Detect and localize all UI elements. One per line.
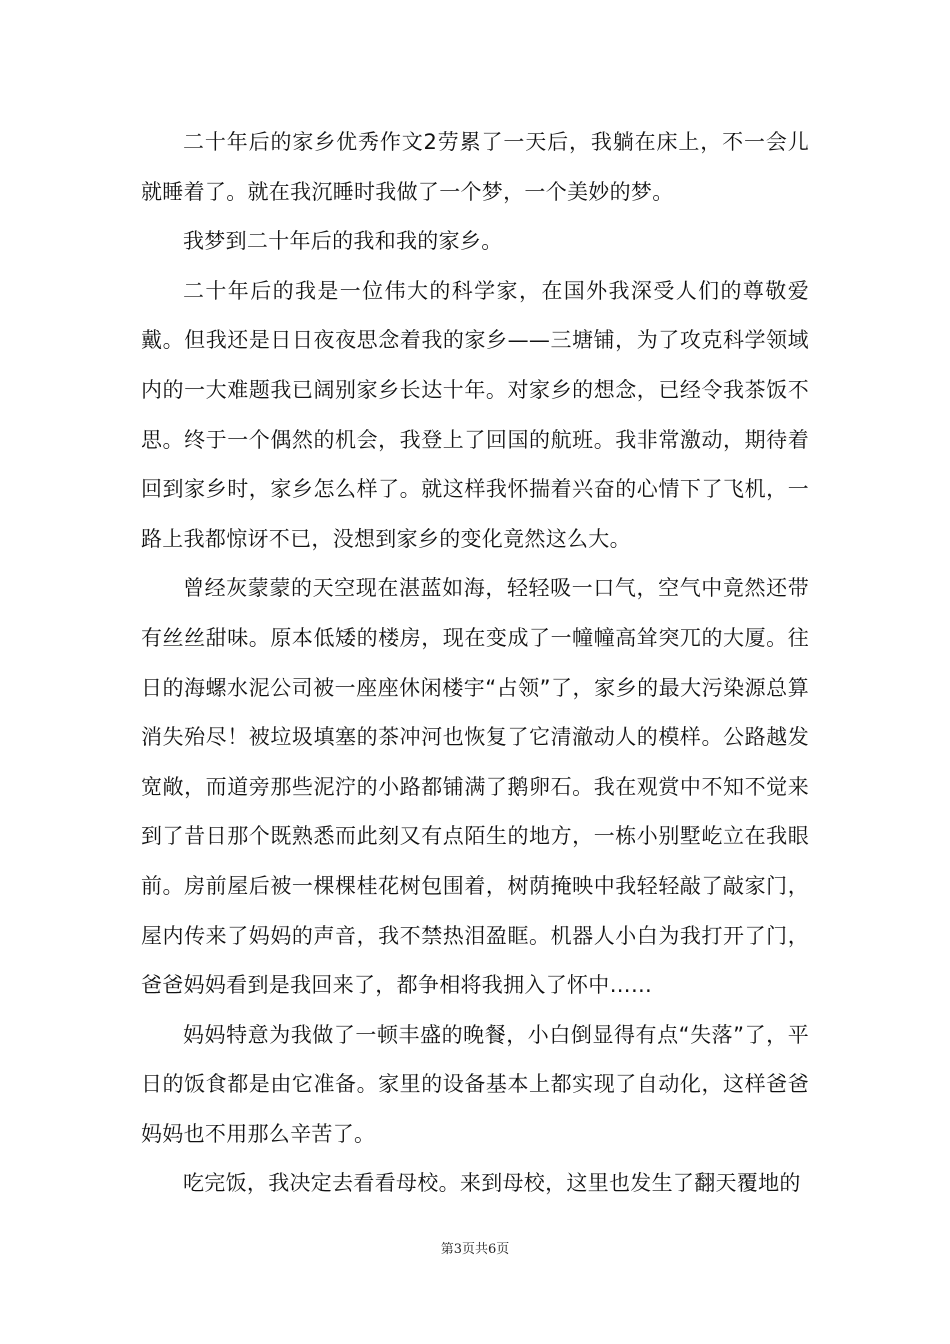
paragraph-5: 妈妈特意为我做了一顿丰盛的晚餐，小白倒显得有点“失落”了，平日的饭食都是由它准备。家里的设备基本上都实现了自动化，这样爸爸妈妈也不用那么辛苦了。 [141,1022,809,1146]
paragraph-6: 吃完饭，我决定去看看母校。来到母校，这里也发生了翻天覆地的 [183,1171,801,1196]
document-body [141,118,809,1209]
paragraph-4: 曾经灰蒙蒙的天空现在湛蓝如海，轻轻吸一口气，空气中竟然还带有丝丝甜味。原本低矮的楼房，现在变成了一幢幢高耸突兀的大厦。往日的海螺水泥公司被一座座休闲楼宇“占领”了，家乡的最大污染源总算消失殆尽！被垃圾填塞的茶冲河也恢复了它清澈动人的模样。公路越发宽敞，而道旁那些泥泞的小路都铺满了鹅卵石。我在观赏中不知不觉来到了昔日那个既熟悉而此刻又有点陌生的地方，一栋小别墅屹立在我眼前。房前屋后被一棵棵桂花树包围着，树荫掩映中我轻轻敲了敲家门，屋内传来了妈妈的声音，我不禁热泪盈眶。机器人小白为我打开了门，爸爸妈妈看到是我回来了，都争相将我拥入了怀中…… [141,576,809,998]
paragraph-2: 我梦到二十年后的我和我的家乡。 [183,229,503,254]
page-footer [0,1238,950,1257]
paragraph-3: 二十年后的我是一位伟大的科学家，在国外我深受人们的尊敬爱戴。但我还是日日夜夜思念着我的家乡——三塘铺，为了攻克科学领域内的一大难题我已阔别家乡长达十年。对家乡的想念，已经令我茶饭不思。终于一个偶然的机会，我登上了回国的航班。我非常激动，期待着回到家乡时，家乡怎么样了。就这样我怀揣着兴奋的心情下了飞机，一路上我都惊讶不已，没想到家乡的变化竟然这么大。 [141,278,809,551]
page-number: 第3页共6页 [440,1242,510,1257]
paragraph-1: 二十年后的家乡优秀作文2劳累了一天后，我躺在床上，不一会儿就睡着了。就在我沉睡时我做了一个梦，一个美妙的梦。 [141,130,809,204]
